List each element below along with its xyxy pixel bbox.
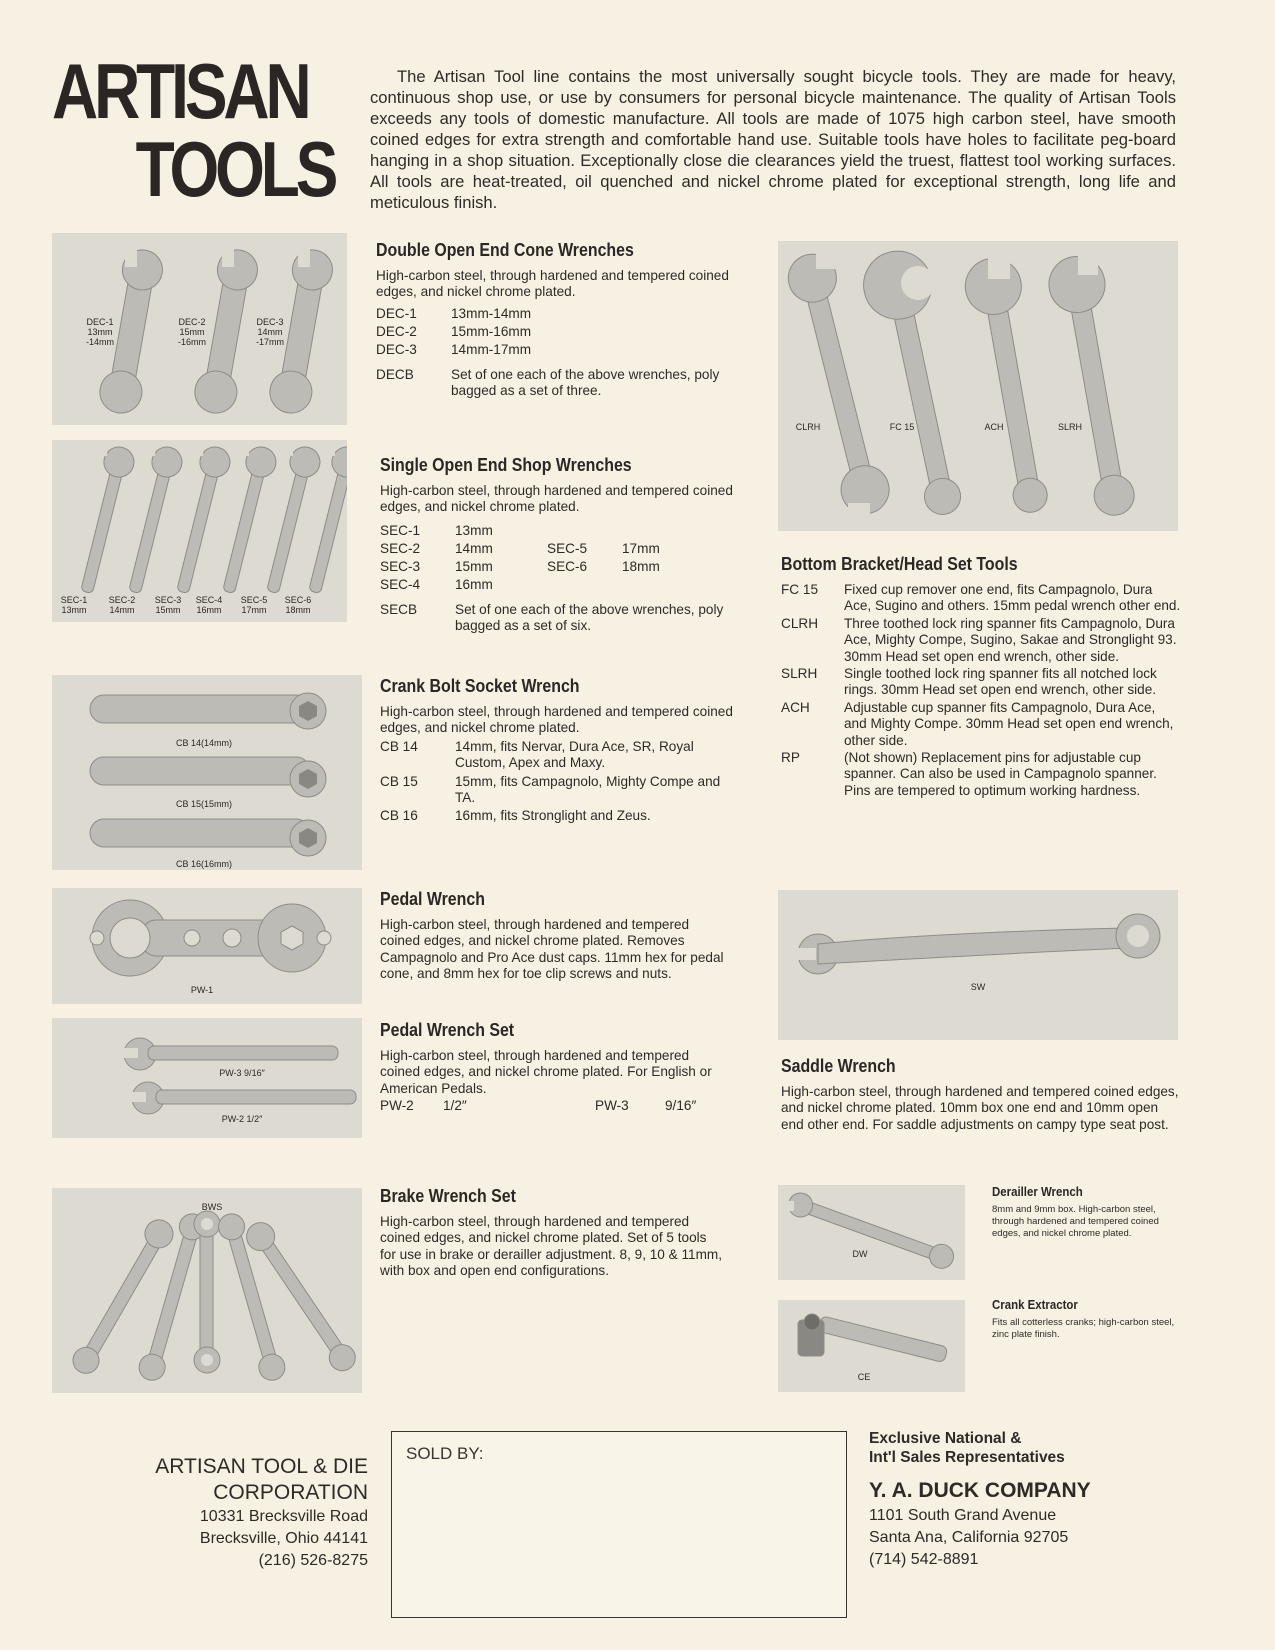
sales-rep-company: Y. A. DUCK COMPANY (869, 1479, 1091, 1502)
bws-photo-label: BWS (201, 1202, 223, 1212)
cb-photo (52, 675, 362, 870)
ce-title: Crank Extractor (992, 1297, 1078, 1312)
bws-title: Brake Wrench Set (380, 1185, 516, 1206)
dec2-photo-size1: 15mm (179, 327, 205, 337)
pws-item: PW-3 9/16″ (595, 1098, 697, 1114)
cb16-photo-label: CB 16(16mm) (175, 859, 233, 869)
bb-item: CLRH Three toothed lock ring spanner fits Campagnolo, Dura Ace, Mighty Compe, Sugino, Sakae and Stronglight 93. 30mm Head set open end wrench, other side. (781, 615, 1177, 664)
cb-item: CB 14 14mm, fits Nervar, Dura Ace, SR, Royal Custom, Apex and Maxy. (380, 738, 694, 771)
dec-list (376, 305, 736, 359)
dec1-photo-label: DEC-1 (86, 317, 114, 327)
ce-photo (778, 1300, 965, 1392)
bb-item: RP (Not shown) Replacement pins for adjustable cup spanner. Can also be used in Campagnolo spanner. Pins are tempered to optimum working hardness. (781, 750, 1157, 798)
pws-desc: High-carbon steel, through hardened and tempered coined edges, and nickel chrome plated. For English or American Pedals. (380, 1048, 712, 1096)
sec4-photo-size: 16mm (196, 605, 222, 615)
sales-rep-city: Santa Ana, California 92705 (869, 1529, 1069, 1546)
sec2-photo-size: 14mm (109, 605, 135, 615)
sec5-photo-size: 17mm (241, 605, 267, 615)
sales-rep-line1: Exclusive National & (869, 1430, 1022, 1447)
sec-item: SEC-2 14mm (380, 540, 493, 556)
dec-item: DEC-1 13mm-14mm (376, 305, 532, 321)
sec2-photo-label: SEC-2 (108, 595, 136, 605)
bb-title: Bottom Bracket/Head Set Tools (781, 553, 1018, 574)
dw-title: Derailler Wrench (992, 1184, 1083, 1199)
cb-section (380, 675, 740, 825)
dw-section (992, 1184, 1182, 1240)
sec-list (380, 522, 740, 594)
clrh-photo-label: CLRH (795, 422, 821, 432)
ce-desc: Fits all cotterless cranks; high-carbon steel, zinc plate finish. (992, 1317, 1175, 1340)
sec5-photo-label: SEC-5 (240, 595, 268, 605)
brand-line-1: ARTISAN (52, 47, 308, 135)
sw-title: Saddle Wrench (781, 1055, 896, 1076)
fc15-photo-label: FC 15 (889, 422, 915, 432)
brand-line-2: TOOLS (135, 125, 335, 213)
bb-item: ACH Adjustable cup spanner fits Campagnolo, Dura Ace, and Mighty Compe. 30mm Head set open end wrench, other side. (781, 699, 1174, 748)
pw-desc: High-carbon steel, through hardened and tempered coined edges, and nickel chrome plated. Removes Campagnolo and Pro Ace dust caps. 11mm hex for pedal cone, and 8mm hex for toe clip screws and nuts. (380, 917, 724, 982)
sold-by-label: SOLD BY: (406, 1444, 484, 1463)
sales-rep-address: 1101 South Grand Avenue (869, 1507, 1057, 1524)
sw-photo (778, 890, 1178, 1040)
sw-desc: High-carbon steel, through hardened and tempered coined edges, and nickel chrome plated. 10mm box one end and 10mm open end other end. For saddle adjustments on campy type seat post. (781, 1084, 1179, 1132)
sec-title: Single Open End Shop Wrenches (380, 454, 632, 475)
pws-title: Pedal Wrench Set (380, 1019, 515, 1040)
sec-item: SEC-4 16mm (380, 576, 493, 592)
pw1-photo-label: PW-1 (190, 985, 214, 995)
dec1-photo-size2: -14mm (85, 337, 115, 347)
bb-list (781, 582, 1181, 799)
bottom-bracket-tools-image (778, 241, 1178, 531)
ce-photo-label: CE (857, 1372, 871, 1382)
manufacturer-phone: (216) 526-8275 (258, 1552, 368, 1569)
bb-photo (778, 241, 1178, 531)
dec3-photo-size2: -17mm (255, 337, 285, 347)
pedal-wrench-image (52, 888, 362, 1004)
dec-title: Double Open End Cone Wrenches (376, 239, 634, 260)
sec-wrenches-image (52, 440, 347, 622)
sec-photo (52, 440, 347, 622)
dw-photo-label: DW (852, 1249, 868, 1259)
sec-item: SEC-1 13mm (380, 522, 493, 538)
sales-rep-phone: (714) 542-8891 (869, 1551, 979, 1568)
bws-section (380, 1185, 725, 1280)
crank-extractor-image (778, 1300, 965, 1392)
dec-item: DEC-2 15mm-16mm (376, 323, 532, 339)
dec-set: DECB Set of one each of the above wrenches, poly bagged as a set of three. (376, 366, 720, 399)
cb-title: Crank Bolt Socket Wrench (380, 675, 580, 696)
manufacturer-city: Brecksville, Ohio 44141 (199, 1530, 368, 1547)
manufacturer-block (80, 1454, 368, 1572)
dec3-photo-label: DEC-3 (256, 317, 284, 327)
ach-photo-label: ACH (984, 422, 1004, 432)
derailler-wrench-image (778, 1185, 965, 1280)
cb14-photo-label: CB 14(14mm) (175, 738, 233, 748)
dec-photo (52, 233, 347, 425)
dec2-photo-label: DEC-2 (178, 317, 206, 327)
cb-item: CB 15 15mm, fits Campagnolo, Mighty Compe and TA. (380, 773, 721, 806)
dec-desc: High-carbon steel, through hardened and tempered coined edges, and nickel chrome plated. (376, 268, 729, 300)
sales-rep-line2: Int'l Sales Representatives (869, 1449, 1065, 1466)
manufacturer-name-line2: CORPORATION (213, 1481, 368, 1504)
pw-section (380, 888, 725, 983)
dec-section (376, 239, 736, 400)
sec-set: SECB Set of one each of the above wrenches, poly bagged as a set of six. (380, 601, 724, 634)
pws-list (380, 1097, 725, 1115)
bb-item: SLRH Single toothed lock ring spanner fits all notched lock rings. 30mm Head set open end wrench, other side. (781, 666, 1157, 698)
brake-wrench-set-image (52, 1188, 362, 1393)
sw-section (781, 1055, 1181, 1133)
dec1-photo-size1: 13mm (87, 327, 113, 337)
manufacturer-name-line1: ARTISAN TOOL & DIE (155, 1455, 368, 1478)
sales-rep-block (869, 1429, 1189, 1571)
pw-photo (52, 888, 362, 1004)
sec6-photo-label: SEC-6 (284, 595, 312, 605)
pedal-wrench-set-image (52, 1018, 362, 1138)
sec1-photo-label: SEC-1 (60, 595, 88, 605)
pws-photo (52, 1018, 362, 1138)
sec-item: SEC-5 17mm (547, 540, 660, 556)
bws-photo (52, 1188, 362, 1393)
pw3-photo-label: PW-3 9/16″ (219, 1068, 265, 1078)
pws-item: PW-2 1/2″ (380, 1098, 467, 1114)
dw-photo (778, 1185, 965, 1280)
dec2-photo-size2: -16mm (177, 337, 207, 347)
cb-wrenches-image (52, 675, 362, 870)
sec3-photo-label: SEC-3 (154, 595, 182, 605)
sec1-photo-size: 13mm (61, 605, 87, 615)
sec-item: SEC-6 18mm (547, 558, 660, 574)
bb-section (781, 553, 1181, 800)
dw-desc: 8mm and 9mm box. High-carbon steel, through hardened and tempered coined edges, and nickel chrome plated. (992, 1204, 1159, 1239)
bws-desc: High-carbon steel, through hardened and tempered coined edges, and nickel chrome plated. Set of 5 tools for use in brake or derailler adjustment. 8, 9, 10 & 11mm, with box and open end configurations. (380, 1214, 723, 1279)
cb15-photo-label: CB 15(15mm) (175, 799, 233, 809)
cb-list (380, 739, 740, 825)
pws-section (380, 1019, 725, 1115)
ce-section (992, 1297, 1182, 1341)
dec3-photo-size1: 14mm (257, 327, 283, 337)
cb-item: CB 16 16mm, fits Stronglight and Zeus. (380, 808, 651, 824)
sold-by-box (391, 1431, 847, 1618)
slrh-photo-label: SLRH (1057, 422, 1083, 432)
pw-title: Pedal Wrench (380, 888, 485, 909)
sec6-photo-size: 18mm (285, 605, 311, 615)
sec-section (380, 454, 740, 635)
saddle-wrench-image (778, 890, 1178, 1040)
manufacturer-address: 10331 Brecksville Road (199, 1508, 368, 1525)
sec3-photo-size: 15mm (155, 605, 181, 615)
bb-item: FC 15 Fixed cup remover one end, fits Campagnolo, Dura Ace, Sugino and others. 15mm pedal wrench other end. (781, 582, 1181, 614)
intro-paragraph: The Artisan Tool line contains the most universally sought bicycle tools. They are made for heavy, continuous shop use, or use by consumers for personal bicycle maintenance. The quality of Artisan Tools exceeds any tools of domestic manufacture. All tools are made of 1075 high carbon steel, have smooth coined edges for extra strength and comfortable hand use. Suitable tools have holes to facilitate peg-board hanging in a shop situation. Exceptionally close die clearances yield the truest, flattest tool working surfaces. All tools are heat-treated, oil quenched and nickel chrome plated for exceptional strength, long life and meticulous finish. (370, 67, 1176, 212)
sw-photo-label: SW (970, 982, 986, 992)
dec-item: DEC-3 14mm-17mm (376, 341, 532, 357)
cb-desc: High-carbon steel, through hardened and tempered coined edges, and nickel chrome plated. (380, 704, 733, 736)
sec4-photo-label: SEC-4 (195, 595, 223, 605)
dec-wrenches-image (52, 233, 347, 425)
brand-title (52, 47, 335, 213)
pw2-photo-label: PW-2 1/2″ (221, 1114, 263, 1124)
sec-desc: High-carbon steel, through hardened and tempered coined edges, and nickel chrome plated. (380, 483, 733, 515)
sec-item: SEC-3 15mm (380, 558, 493, 574)
